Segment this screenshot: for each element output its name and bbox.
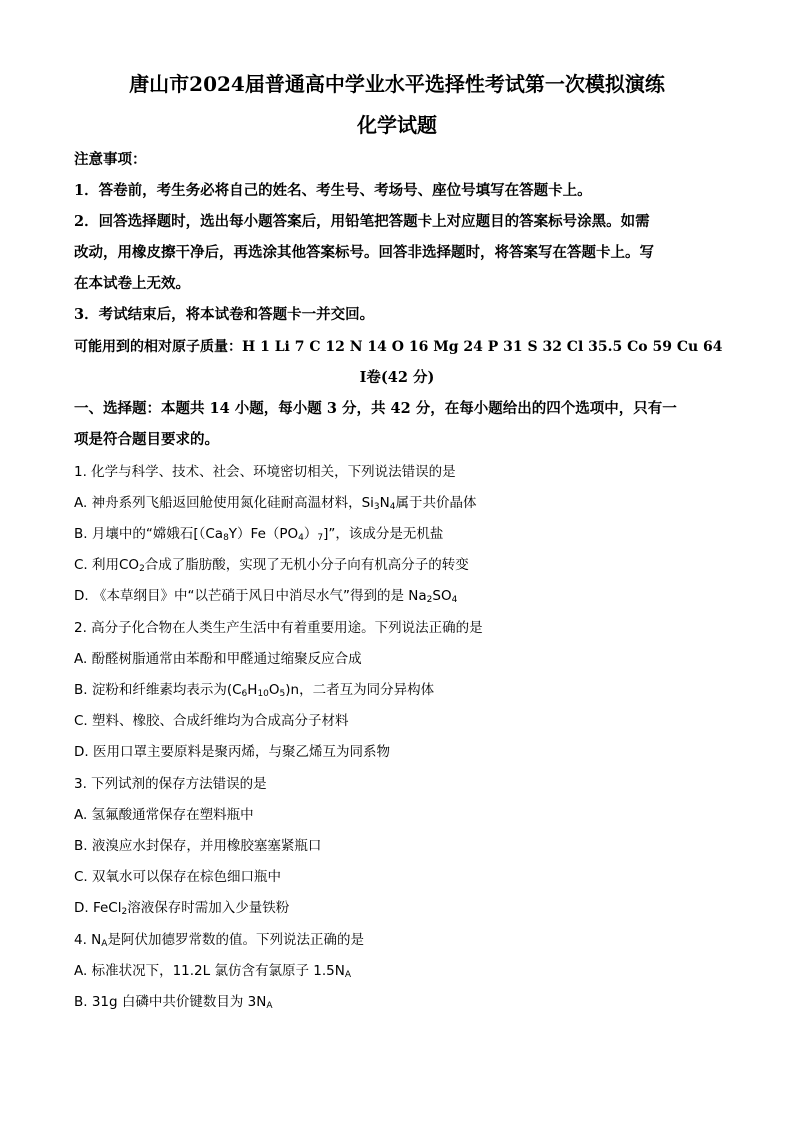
- q1-stem: 1. 化学与科学、技术、社会、环境密切相关，下列说法错误的是: [74, 464, 456, 480]
- q1-option-b: B. 月壤中的“嫦娥石$[(Ca_8Y)Fe(PO_4)_7]$”，该成分是无机盐: [74, 526, 444, 543]
- q4-option-b: B. 31g 白磷中共价键数目为 $3N_A$: [74, 994, 273, 1011]
- section-intro-line-2: 项是符合题目要求的。: [74, 431, 219, 448]
- notice-item-3: 3．考试结束后，将本试卷和答题卡一并交回。: [74, 306, 375, 323]
- exam-title: 唐山市2024届普通高中学业水平选择性考试第一次模拟演练: [129, 72, 665, 96]
- notice-item-1: 1．答卷前，考生务必将自己的姓名、考生号、考场号、座位号填写在答题卡上。: [74, 182, 592, 199]
- q1-option-c: C. 利用$CO_2$合成了脂肪酸，实现了无机小分子向有机高分子的转变: [74, 557, 469, 574]
- q2-option-c: C. 塑料、橡胶、合成纤维均为合成高分子材料: [74, 713, 349, 729]
- q2-option-b: B. 淀粉和纤维素均表示为$(C_6H_{10}O_5)n$，二者互为同分异构体: [74, 682, 435, 699]
- notice-item-2-line-1: 2．回答选择题时，选出每小题答案后，用铅笔把答题卡上对应题目的答案标号涂黑。如需: [74, 213, 650, 230]
- section-intro-line-1: 一、选择题：本题共 14 小题，每小题 3 分，共 42 分，在每小题给出的四个选项中，只有一: [74, 400, 677, 417]
- q4-option-a: A. 标准状况下，11.2L 氯仿含有氯原子 $1.5N_A$: [74, 963, 351, 980]
- section-label: Ⅰ卷(42 分): [359, 369, 435, 386]
- q3-option-c: C. 双氧水可以保存在棕色细口瓶中: [74, 869, 282, 885]
- q1-option-d: D. 《本草纲目》中“以芒硝于风日中消尽水气”得到的是 $Na_2SO_4$: [74, 588, 458, 605]
- q2-option-d: D. 医用口罩主要原料是聚丙烯，与聚乙烯互为同系物: [74, 744, 390, 760]
- q3-option-d: D. FeCl$_2$溶液保存时需加入少量铁粉: [74, 900, 290, 917]
- q3-stem: 3. 下列试剂的保存方法错误的是: [74, 776, 267, 792]
- notice-item-2-line-2: 改动，用橡皮擦干净后，再选涂其他答案标号。回答非选择题时，将答案写在答题卡上。写: [74, 244, 654, 261]
- q4-stem: 4. $N_A$是阿伏加德罗常数的值。下列说法正确的是: [74, 932, 364, 949]
- q3-option-b: B. 液溴应水封保存，并用橡胶塞塞紧瓶口: [74, 838, 322, 854]
- atomic-masses: 可能用到的相对原子质量：H 1 Li 7 C 12 N 14 O 16 Mg 24 P 31 S 32 Cl 35.5 Co 59 Cu 64: [74, 339, 723, 355]
- q1-option-a: A. 神舟系列飞船返回舱使用氮化硅耐高温材料，$Si_3N_4$属于共价晶体: [74, 495, 477, 512]
- q2-option-a: A. 酚醛树脂通常由苯酚和甲醛通过缩聚反应合成: [74, 651, 362, 667]
- notice-item-2-line-3: 在本试卷上无效。: [74, 275, 190, 292]
- notice-heading: 注意事项：: [74, 151, 147, 168]
- q2-stem: 2. 高分子化合物在人类生产生活中有着重要用途。下列说法正确的是: [74, 620, 483, 636]
- q3-option-a: A. 氢氟酸通常保存在塑料瓶中: [74, 807, 254, 823]
- exam-subtitle: 化学试题: [357, 113, 437, 137]
